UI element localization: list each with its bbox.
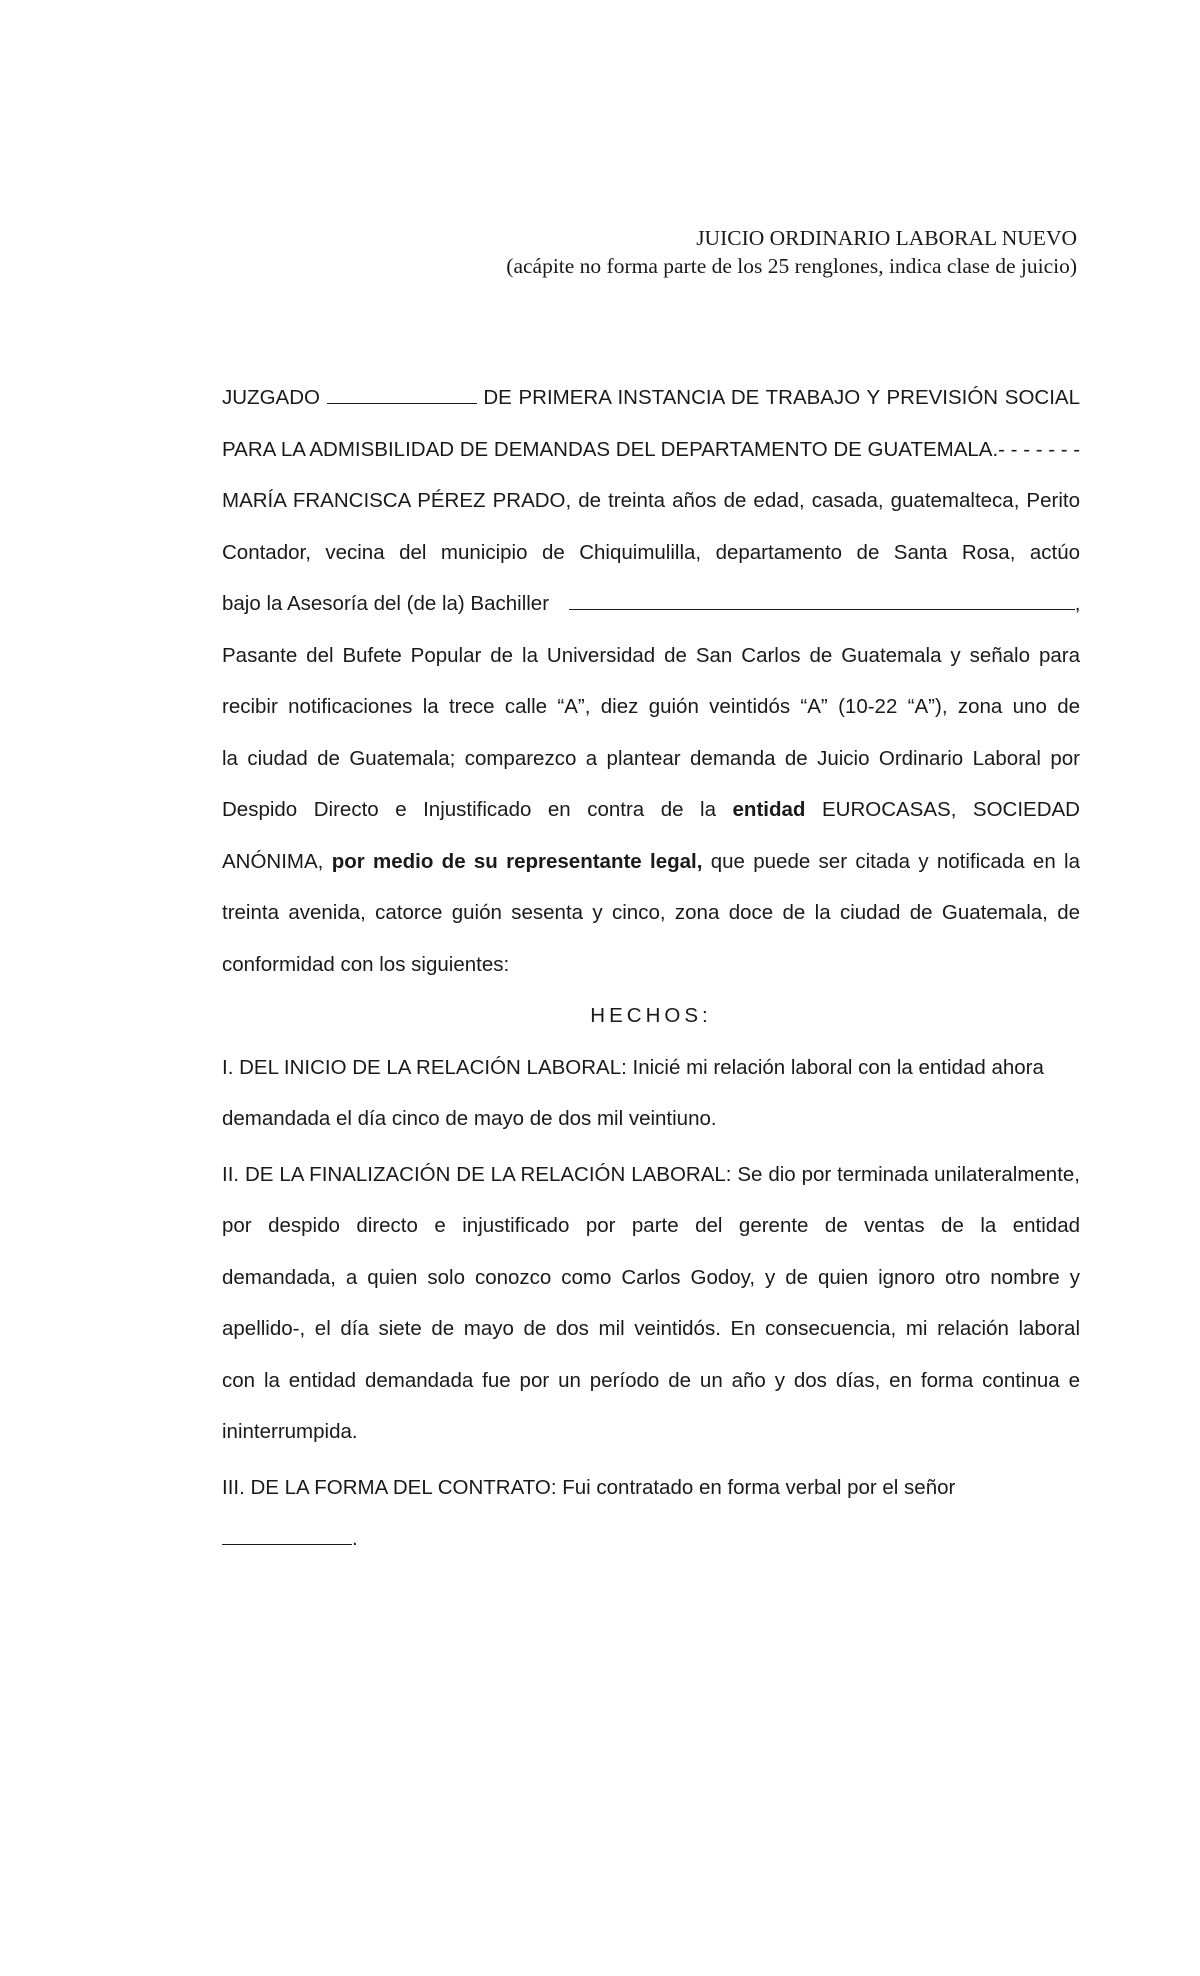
hecho-3-line-2: . xyxy=(222,1513,1080,1565)
body-line-2: PARA LA ADMISBILIDAD DE DEMANDAS DEL DEPARTAMENTO DE GUATEMALA.- - - - - - - xyxy=(222,437,1080,461)
body-line-10: ANÓNIMA, por medio de su representante legal, que puede ser citada y notificada en la xyxy=(222,849,1080,873)
hecho-2-line-2: por despido directo e injustificado por parte del gerente de ventas de la entidad xyxy=(222,1214,1080,1237)
hechos-heading: HECHOS: xyxy=(590,1004,712,1027)
contractor-name-blank xyxy=(222,1522,352,1545)
hecho-2-line-6: ininterrumpida. xyxy=(222,1420,358,1443)
body-line-6: Pasante del Bufete Popular de la Universidad de San Carlos de Guatemala y señalo para xyxy=(222,643,1080,667)
body-line-9: Despido Directo e Injustificado en contra de la entidad EUROCASAS, SOCIEDAD xyxy=(222,798,1080,821)
court-label: JUZGADO xyxy=(222,386,320,409)
case-type-note: (acápite no forma parte de los 25 renglones, indica clase de juicio) xyxy=(506,254,1077,278)
body-line-8: la ciudad de Guatemala; comparezco a plantear demanda de Juicio Ordinario Laboral por xyxy=(222,746,1080,770)
hecho-2-line-4: apellido-, el día siete de mayo de dos mil veintidós. En consecuencia, mi relación laboral xyxy=(222,1317,1080,1340)
advisor-label: bajo la Asesoría del (de la) Bachiller xyxy=(222,592,550,615)
court-name-text: DE PRIMERA INSTANCIA DE TRABAJO Y PREVISIÓN SOCIAL xyxy=(483,386,1080,409)
body-line-7: recibir notificaciones la trece calle “A”, diez guión veintidós “A” (10-22 “A”), zona uno de xyxy=(222,695,1080,718)
hecho-2-line-1: II. DE LA FINALIZACIÓN DE LA RELACIÓN LABORAL: Se dio por terminada unilateralmente, xyxy=(222,1162,1080,1186)
case-type-title: JUICIO ORDINARIO LABORAL NUEVO xyxy=(696,226,1077,250)
hecho-2-line-5: con la entidad demandada fue por un período de un año y dos días, en forma continua e xyxy=(222,1368,1080,1392)
body-line-12: conformidad con los siguientes: xyxy=(222,952,510,976)
document-body xyxy=(222,372,1080,1565)
body-line-11: treinta avenida, catorce guión sesenta y cinco, zona doce de la ciudad de Guatemala, de xyxy=(222,901,1080,924)
case-type-header xyxy=(506,224,1077,280)
advisor-name-blank xyxy=(569,587,1075,610)
body-line-3: MARÍA FRANCISCA PÉREZ PRADO, de treinta años de edad, casada, guatemalteca, Perito xyxy=(222,489,1080,512)
hecho-1-line-2: demandada el día cinco de mayo de dos mil veintiuno. xyxy=(222,1107,717,1130)
hecho-2-line-3: demandada, a quien solo conozco como Carlos Godoy, y de quien ignoro otro nombre y xyxy=(222,1265,1080,1289)
hecho-3-line-1: III. DE LA FORMA DEL CONTRATO: Fui contratado en forma verbal por el señor xyxy=(222,1475,956,1499)
court-number-blank xyxy=(327,381,477,404)
hecho-1-line-1: I. DEL INICIO DE LA RELACIÓN LABORAL: Inicié mi relación laboral con la entidad ahora xyxy=(222,1055,1044,1079)
body-line-1 xyxy=(222,372,1080,424)
body-line-5: bajo la Asesoría del (de la) Bachiller , xyxy=(222,578,1080,630)
body-line-4: Contador, vecina del municipio de Chiquimulilla, departamento de Santa Rosa, actúo xyxy=(222,540,1080,564)
